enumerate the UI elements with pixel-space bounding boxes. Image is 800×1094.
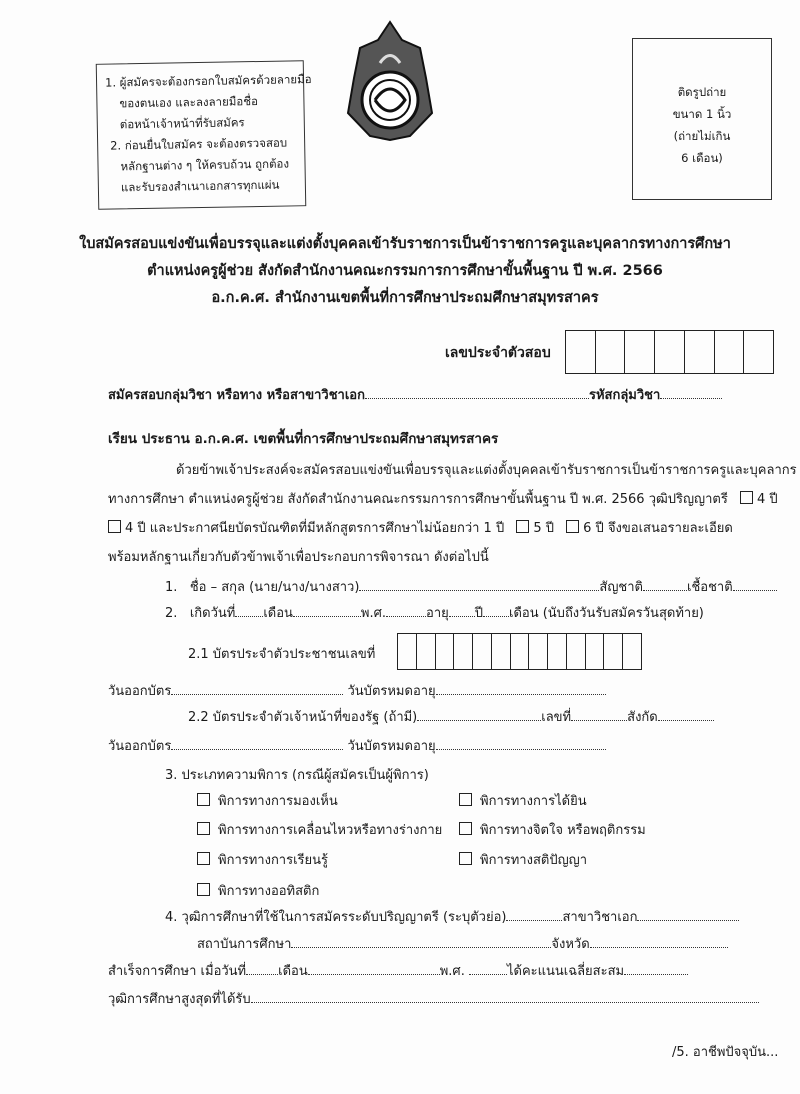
- disability-type-label: 3. ประเภทความพิการ (กรณีผู้สมัครเป็นผู้พิการ): [165, 768, 429, 783]
- option-label: พิการทางสติปัญญา: [480, 853, 588, 868]
- checkbox-learning-disability[interactable]: [197, 852, 210, 865]
- official-id-issue-field[interactable]: [171, 737, 343, 750]
- salutation: เรียน ประธาน อ.ก.ค.ศ. เขตพื้นที่การศึกษาประถมศึกษาสมุทรสาคร: [108, 431, 499, 447]
- nationality-label: สัญชาติ: [599, 580, 643, 595]
- province-label: จังหวัด: [551, 937, 590, 952]
- checkbox-autism[interactable]: [197, 883, 210, 896]
- checkbox-hearing-disability[interactable]: [459, 793, 472, 806]
- form-title-line-3: อ.ก.ค.ศ. สำนักงานเขตพื้นที่การศึกษาประถมศึกษาสมุทรสาคร: [211, 290, 599, 306]
- official-id-label: 2.2 บัตรประจำตัวเจ้าหน้าที่ของรัฐ (ถ้ามี): [188, 710, 418, 725]
- major-field[interactable]: [637, 908, 739, 921]
- option-label: พิการทางการมองเห็น: [218, 794, 338, 809]
- province-field[interactable]: [590, 935, 728, 948]
- instruction-line: และรับรองสำเนาเอกสารทุกแผ่น: [120, 177, 280, 195]
- subject-group-field[interactable]: [365, 386, 589, 399]
- graduation-year-label: พ.ศ.: [439, 964, 465, 979]
- citizen-id-boxes[interactable]: [397, 633, 642, 670]
- graduation-date-label: สำเร็จการศึกษา เมื่อวันที่: [108, 964, 247, 979]
- official-id-dept-field[interactable]: [658, 708, 714, 721]
- age-label: อายุ: [426, 606, 449, 621]
- checkbox-physical-disability[interactable]: [197, 822, 210, 835]
- race-label: เชื้อชาติ: [687, 580, 733, 595]
- race-field[interactable]: [733, 578, 777, 591]
- institution-field[interactable]: [291, 935, 551, 948]
- birth-year-field[interactable]: [386, 604, 426, 617]
- highest-degree-field[interactable]: [251, 990, 759, 1003]
- instruction-line: ของตนเอง และลงลายมือชื่อ: [119, 94, 259, 111]
- official-id-dept-label: สังกัด: [627, 710, 658, 725]
- paragraph-line-1: ด้วยข้าพเจ้าประสงค์จะสมัครสอบแข่งขันเพื่อบรรจุและแต่งตั้งบุคคลเข้ารับราชการเป็นข้าราชการครูและบุคลากร: [176, 463, 797, 478]
- citizen-id-issue-field[interactable]: [171, 682, 343, 695]
- checkbox-5-years[interactable]: [516, 520, 529, 533]
- ministry-emblem-icon: [340, 18, 440, 143]
- option-label: พิการทางจิตใจ หรือพฤติกรรม: [480, 823, 646, 838]
- photo-note-line: 6 เดือน): [681, 151, 723, 165]
- checkbox-visual-disability[interactable]: [197, 793, 210, 806]
- instructions-box: [96, 60, 312, 210]
- subject-group-label: สมัครสอบกลุ่มวิชา หรือทาง หรือสาขาวิชาเอก: [108, 388, 365, 403]
- checkbox-4-years[interactable]: [740, 491, 753, 504]
- gpa-field[interactable]: [624, 962, 688, 975]
- graduation-day-field[interactable]: [246, 962, 278, 975]
- paragraph-line-4: พร้อมหลักฐานเกี่ยวกับตัวข้าพเจ้าเพื่อประกอบการพิจารณา ดังต่อไปนี้: [108, 550, 489, 565]
- official-id-expire-label: วันบัตรหมดอายุ: [347, 739, 436, 754]
- birth-year-label: พ.ศ.: [360, 606, 387, 621]
- official-id-no-label: เลขที่: [541, 710, 572, 725]
- checkbox-mental-disability[interactable]: [459, 822, 472, 835]
- photo-note-line: (ถ่ายไม่เกิน: [673, 129, 731, 143]
- exam-id-boxes[interactable]: [565, 330, 774, 374]
- age-months-field[interactable]: [483, 604, 509, 617]
- official-id-expire-field[interactable]: [436, 737, 606, 750]
- degree-field[interactable]: [506, 908, 562, 921]
- instruction-line: ต่อหน้าเจ้าหน้าที่รับสมัคร: [119, 115, 245, 132]
- form-title-line-2: ตำแหน่งครูผู้ช่วย สังกัดสำนักงานคณะกรรมการการศึกษาขั้นพื้นฐาน ปี พ.ศ. 2566: [147, 263, 663, 279]
- exam-id-label: เลขประจำตัวสอบ: [445, 345, 551, 361]
- citizen-id-expire-field[interactable]: [436, 682, 606, 695]
- continued-next-page: /5. อาชีพปัจจุบัน...: [672, 1045, 779, 1060]
- option-label: พิการทางออทิสติก: [218, 884, 320, 899]
- age-years-label: ปี: [474, 606, 484, 621]
- gpa-label: ได้คะแนนเฉลี่ยสะสม: [506, 964, 625, 979]
- instruction-line: หลักฐานต่าง ๆ ให้ครบถ้วน ถูกต้อง: [120, 156, 290, 174]
- graduation-month-field[interactable]: [308, 962, 440, 975]
- citizen-id-label: 2.1 บัตรประจำตัวประชาชนเลขที่: [188, 647, 376, 662]
- photo-note-line: ขนาด 1 นิ้ว: [672, 107, 732, 121]
- instruction-line: 1. ผู้สมัครจะต้องกรอกใบสมัครด้วยลายมือ: [104, 72, 312, 90]
- option-label: พิการทางการได้ยิน: [480, 794, 587, 809]
- official-id-field[interactable]: [417, 708, 541, 721]
- name-label: ชื่อ – สกุล (นาย/นาง/นางสาว): [189, 580, 360, 595]
- paragraph-line-2: ทางการศึกษา ตำแหน่งครูผู้ช่วย สังกัดสำนักงานคณะกรรมการการศึกษาขั้นพื้นฐาน ปี พ.ศ. 2566 วุฒิปริญญาตรี: [108, 492, 728, 507]
- institution-label: สถาบันการศึกษา: [197, 937, 292, 952]
- official-id-issue-label: วันออกบัตร: [108, 739, 172, 754]
- option-6-years-label: 6 ปี จึงขอเสนอรายละเอียด: [583, 521, 733, 536]
- option-label: พิการทางการเคลื่อนไหวหรือทางร่างกาย: [218, 823, 443, 838]
- age-months-label: เดือน (นับถึงวันรับสมัครวันสุดท้าย): [509, 606, 704, 621]
- major-label: สาขาวิชาเอก: [562, 910, 638, 925]
- birth-month-label: เดือน: [263, 606, 293, 621]
- name-field[interactable]: [359, 578, 599, 591]
- official-id-no-field[interactable]: [571, 708, 627, 721]
- degree-label: 4. วุฒิการศึกษาที่ใช้ในการสมัครระดับปริญญาตรี (ระบุตัวย่อ): [165, 910, 507, 925]
- checkbox-intellectual-disability[interactable]: [459, 852, 472, 865]
- form-title-line-1: ใบสมัครสอบแข่งขันเพื่อบรรจุและแต่งตั้งบุคคลเข้ารับราชการเป็นข้าราชการครูและบุคลากรทางการศึกษา: [79, 236, 731, 252]
- graduation-year-field[interactable]: [469, 962, 507, 975]
- birth-day-field[interactable]: [235, 604, 263, 617]
- subject-code-field[interactable]: [660, 386, 722, 399]
- highest-degree-label: วุฒิการศึกษาสูงสุดที่ได้รับ: [108, 992, 251, 1007]
- item2-number: 2.: [165, 606, 178, 621]
- birth-month-field[interactable]: [293, 604, 361, 617]
- photo-note-line: ติดรูปถ่าย: [677, 85, 727, 99]
- citizen-id-expire-label: วันบัตรหมดอายุ: [347, 684, 436, 699]
- age-years-field[interactable]: [449, 604, 475, 617]
- option-4-years-diploma-label: 4 ปี และประกาศนียบัตรบัณฑิตที่มีหลักสูตรการศึกษาไม่น้อยกว่า 1 ปี: [125, 521, 505, 536]
- subject-code-label: รหัสกลุ่มวิชา: [588, 388, 661, 403]
- graduation-month-label: เดือน: [278, 964, 308, 979]
- citizen-id-issue-label: วันออกบัตร: [108, 684, 172, 699]
- option-4-years-label: 4 ปี: [757, 492, 778, 507]
- item1-number: 1.: [165, 580, 178, 595]
- nationality-field[interactable]: [643, 578, 687, 591]
- photo-placeholder-box: [632, 38, 772, 200]
- option-5-years-label: 5 ปี: [533, 521, 555, 536]
- option-label: พิการทางการเรียนรู้: [218, 853, 329, 868]
- birth-day-label: เกิดวันที่: [189, 606, 236, 621]
- instruction-line: 2. ก่อนยื่นใบสมัคร จะต้องตรวจสอบ: [110, 135, 288, 153]
- checkbox-4-years-plus-diploma[interactable]: [108, 520, 121, 533]
- checkbox-6-years[interactable]: [566, 520, 579, 533]
